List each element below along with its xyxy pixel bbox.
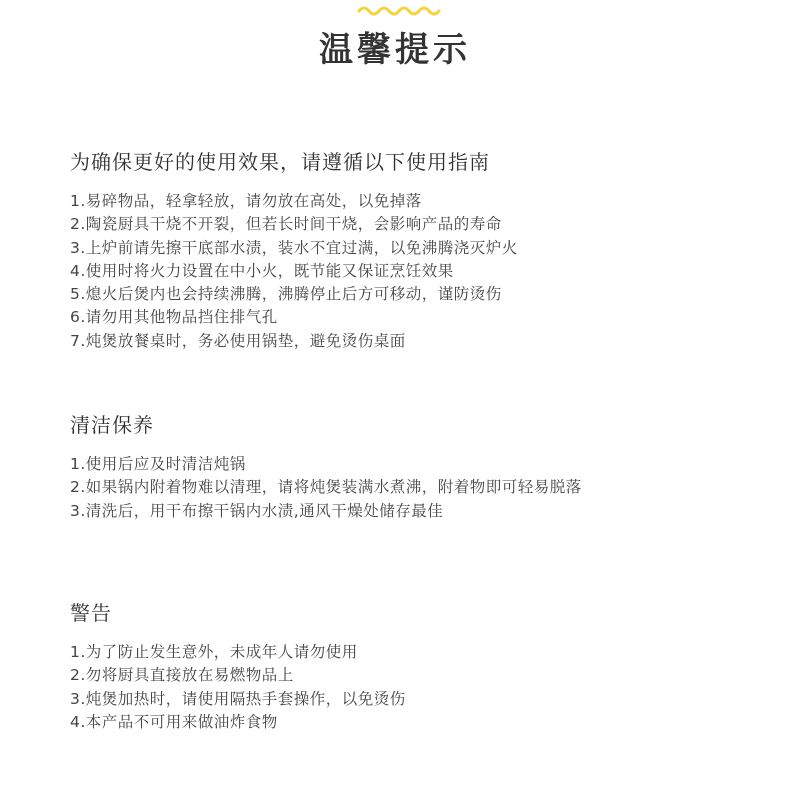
list-item: 2.勿将厨具直接放在易燃物品上	[70, 666, 294, 685]
list-item: 2.陶瓷厨具干烧不开裂，但若长时间干烧，会影响产品的寿命	[70, 215, 502, 234]
usage-guide-list	[70, 190, 760, 353]
warning-list	[70, 641, 760, 734]
usage-guide-section	[70, 146, 760, 353]
list-item: 5.熄火后煲内也会持续沸腾，沸腾停止后方可移动，谨防烫伤	[70, 285, 502, 304]
page-title: 温馨提示	[319, 30, 471, 70]
cleaning-list	[70, 453, 760, 523]
wave-decoration-icon	[357, 4, 443, 18]
list-item: 7.炖煲放餐桌时，务必使用锅垫，避免烫伤桌面	[70, 331, 406, 350]
cleaning-heading: 清洁保养	[70, 413, 154, 437]
list-item: 2.如果锅内附着物难以清理，请将炖煲装满水煮沸，附着物即可轻易脱落	[70, 478, 582, 497]
list-item: 4.本产品不可用来做油炸食物	[70, 712, 278, 731]
warning-heading: 警告	[70, 601, 112, 625]
warning-section	[70, 597, 760, 734]
list-item: 4.使用时将火力设置在中小火，既节能又保证烹饪效果	[70, 261, 454, 280]
usage-guide-heading: 为确保更好的使用效果，请遵循以下使用指南	[70, 150, 490, 174]
list-item: 3.炖煲加热时，请使用隔热手套操作，以免烫伤	[70, 689, 406, 708]
cleaning-section	[70, 409, 760, 523]
list-item: 6.请勿用其他物品挡住排气孔	[70, 308, 278, 327]
list-item: 3.上炉前请先擦干底部水渍，装水不宜过满，以免沸腾浇灭炉火	[70, 238, 518, 257]
list-item: 1.使用后应及时清洁炖锅	[70, 455, 246, 473]
list-item: 1.易碎物品，轻拿轻放，请勿放在高处，以免掉落	[70, 192, 422, 210]
list-item: 1.为了防止发生意外，未成年人请勿使用	[70, 643, 358, 661]
list-item: 3.清洗后，用干布擦干锅内水渍,通风干燥处储存最佳	[70, 501, 444, 520]
